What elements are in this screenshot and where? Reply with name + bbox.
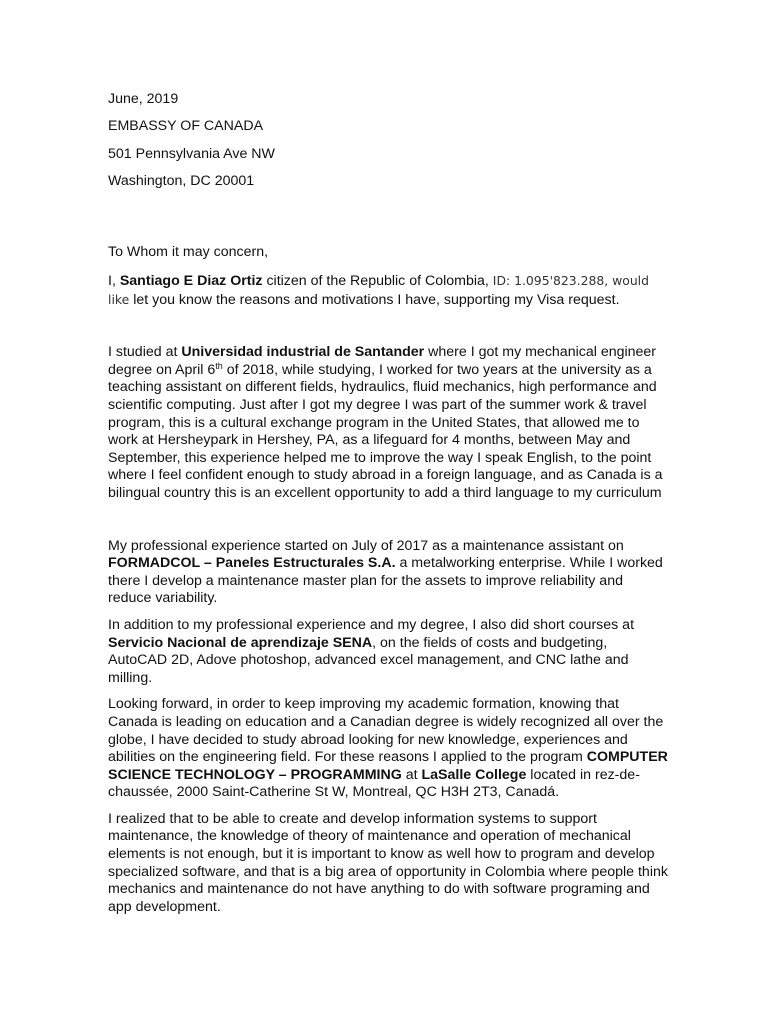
company-name: FORMADCOL – Paneles Estructurales S.A.: [108, 555, 396, 572]
recipient-street: 501 Pennsylvania Ave NW: [108, 145, 275, 162]
ordinal-suffix: th: [215, 360, 223, 371]
education-prefix: I studied at: [108, 344, 182, 361]
applicant-name: Santiago E Diaz Ortiz: [119, 273, 263, 290]
intro-prefix: I,: [108, 273, 120, 290]
education-text-1: where I got my mechanical engineer degree on April 6: [108, 344, 657, 378]
courses-paragraph: [108, 617, 668, 687]
courses-text: , on the fields of costs and budgeting, AutoCAD 2D, Adove photoshop, advanced excel management, and CNC lathe and milling.: [108, 634, 629, 686]
courses-prefix: In addition to my professional experience and my degree, I also did short courses at: [108, 616, 635, 633]
experience-text: a metalworking enterprise. While I worked there I develop a maintenance master plan for the assets to improve reliability and reduce variability.: [108, 555, 663, 607]
recipient-name: EMBASSY OF CANADA: [108, 118, 264, 135]
program-at: at: [401, 766, 422, 783]
letter-date: June, 2019: [108, 91, 179, 107]
college-name: LaSalle College: [421, 766, 527, 783]
applicant-id: ID: 1.095'823.288, would like: [108, 273, 649, 307]
education-paragraph: [108, 344, 668, 502]
recipient-city: Washington, DC 20001: [108, 172, 255, 189]
experience-prefix: My professional experience started on July of 2017 as a maintenance assistant on: [108, 537, 624, 554]
letter-body: [108, 91, 668, 916]
program-prefix: Looking forward, in order to keep improving my academic formation, knowing that Canada is leading on education and a Canadian degree is widely recognized all over the globe, I have decided to study abroad looking for new knowledge, experiences and abilities on the engineering field. For these reasons I applied to the program: [108, 696, 664, 766]
intro-text-1: citizen of the Republic of Colombia,: [262, 273, 493, 290]
program-paragraph: [108, 696, 668, 802]
salutation: To Whom it may concern,: [108, 244, 269, 261]
program-text: located in rez-de-chaussée, 2000 Saint-Catherine St W, Montreal, QC H3H 2T3, Canadá.: [108, 766, 640, 801]
experience-paragraph: [108, 538, 668, 608]
motivation-paragraph: I realized that to be able to create and develop information systems to support maintenance, the knowledge of theory of maintenance and operation of mechanical elements is not enough, but it is important to know as well how to program and develop specialized software, and that is a big area of opportunity in Colombia where people think mechanics and maintenance do not have anything to do with software programing and app development.: [108, 810, 668, 915]
institution-name: Servicio Nacional de aprendizaje SENA: [108, 634, 373, 651]
university-name: Universidad industrial de Santander: [181, 344, 425, 361]
education-text-2: of 2018, while studying, I worked for two years at the university as a teaching assistant on different fields, hydraulics, fluid mechanics, high performance and scientific computing. Just after I got my degree I was part of the summer work & travel program, this is a cultural exchange program in the United States, that allowed me to work at Hersheypark in Hershey, PA, as a lifeguard for 4 months, between May and September, this experience helped me to improve the way I speak English, to the point where I feel confident enough to study abroad in a foreign language, and as Canada is a bilingual country this is an excellent opportunity to add a third language to my curriculum: [108, 361, 663, 501]
intro-text-2: let you know the reasons and motivations I have, supporting my Visa request.: [129, 291, 620, 308]
program-name: COMPUTER SCIENCE TECHNOLOGY – PROGRAMMING: [108, 749, 668, 783]
intro-paragraph: [108, 272, 668, 309]
